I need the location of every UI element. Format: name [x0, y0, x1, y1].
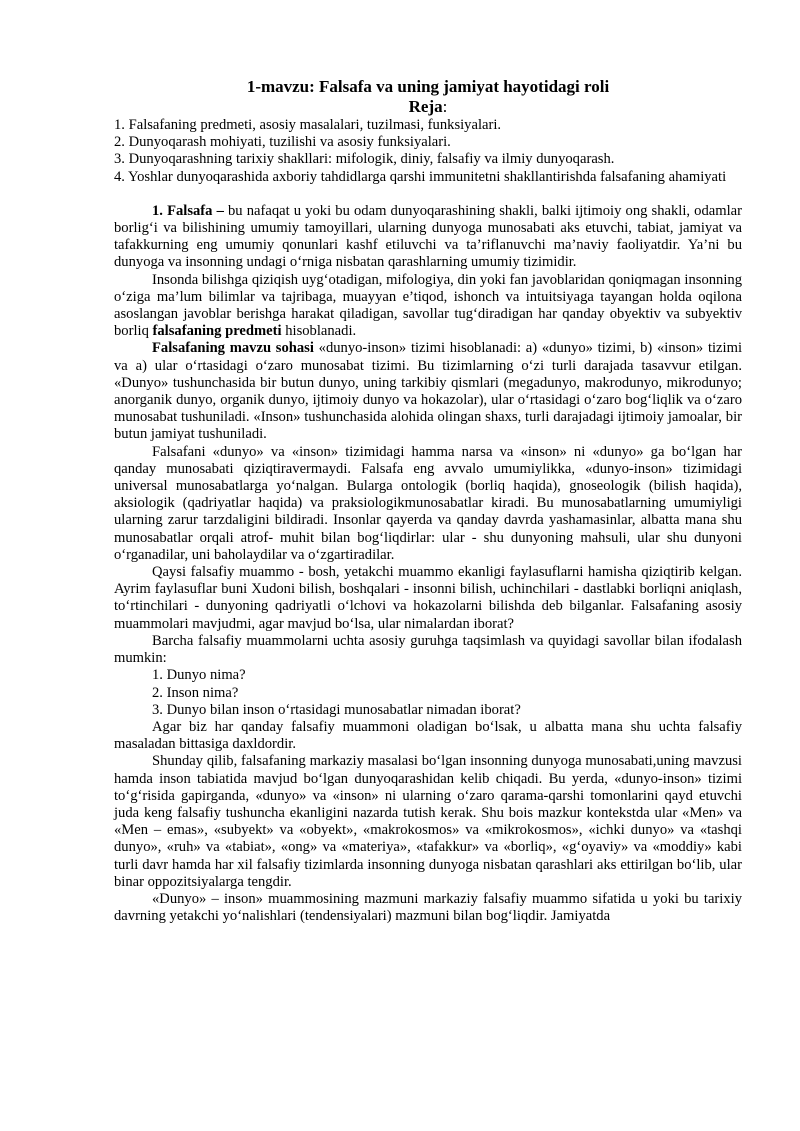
bold-term: falsafaning predmeti — [152, 323, 282, 340]
paragraph-subject — [114, 272, 742, 341]
paragraph-text-tail: hisoblanadi. — [281, 323, 357, 340]
paragraph-main-problem: Qaysi falsafiy muammo - bosh, yetakchi muammo ekanligi faylasuflarni hamisha qiziqtirib kelgan. Ayrim faylasuflar buni Xudoni bilish, boshqalari - insonni bilish, uchinchilari - dastlabki borliqni aniqlash, to‘rtinchilari - dunyoning qadriyatli o‘lchovi va hokazolarni bilishda deb bilganlar. Falsafaning asosiy muammolari mavjudmi, agar mavjud bo‘lsa, ular nimalardan iborat? — [114, 564, 742, 632]
plan-item: 4. Yoshlar dunyoqarashida axboriy tahdidlarga qarshi immunitetni shakllantirishda falsafaning ahamiyati — [114, 168, 727, 185]
paragraph-falsafa-definition — [114, 203, 742, 272]
plan-list — [114, 117, 742, 186]
plan-item: 3. Dunyoqarashning tarixiy shakllari: mifologik, diniy, falsafiy va ilmiy dunyoqarash. — [114, 151, 615, 168]
paragraph-groups: Barcha falsafiy muammolarni uchta asosiy guruhga taqsimlash va quyidagi savollar bilan ifodalash mumkin: — [114, 632, 742, 667]
paragraph-text: Insonda bilishga qiziqish uyg‘otadigan, mifologiya, din yoki fan javoblaridan qoniqmagan insonning o‘ziga ma’lum bilimlar va tajribaga, muayyan e’tiqod, ishonch va intuitsiyaga tayangan holda oqilona asoslangan javoblar berishga harakat qiladigan, savollar tug‘diradigan har qanday obyektiv va subyektiv borliq — [114, 271, 742, 340]
plan-item: 1. Falsafaning predmeti, asosiy masalalari, tuzilmasi, funksiyalari. — [114, 117, 502, 133]
plan-heading-label: Reja — [408, 97, 443, 116]
document-title: 1-mavzu: Falsafa va uning jamiyat hayotidagi roli — [246, 77, 610, 96]
paragraph-scope — [114, 340, 742, 443]
spacer — [114, 186, 742, 203]
paragraph-text: bu nafaqat u yoki bu odam dunyoqarashining shakli, balki ijtimoiy ong shakli, odamlar borlig‘i va bilishining umumiy tamoyillari, ularning dunyoga munosabati aks etuvchi, tabiat, jamiyat va tafakkurning eng umumiy qonunlari kashf etiluvchi va ta’riflanuvchi ma’naviy faoliyatdir. Ya’ni bu dunyoga va insonning undagi o‘rniga nisbatan qarashlarning umumiy tizimidir. — [114, 202, 742, 271]
question-item: 3. Dunyo bilan inson o‘rtasidagi munosabatlar nimadan iborat? — [152, 701, 521, 718]
question-item: 2. Inson nima? — [152, 684, 239, 701]
plan-heading — [114, 97, 742, 117]
document-page — [114, 77, 742, 925]
paragraph-central-question: Shunday qilib, falsafaning markaziy masalasi bo‘lgan insonning dunyoga munosabati,uning mavzusi hamda inson tabiatida mavjud bo‘lgan dunyoqarashidan kelib chiqadi. Bu yerda, «dunyo-inson» tizimi to‘g‘risida gapirganda, «dunyo» va «inson» ni ularning o‘zaro qarama-qarshi tomonlarini qayd etuvchi juda keng falsafiy tushuncha ekanligini nazarda tutish kerak. Shu bois mazkur kontekstda ular «Men» va «Men – emas», «subyekt» va «obyekt», «makrokosmos» va «mikrokosmos», «ichki dunyo» va «tashqi dunyo», «ruh» va «tabiat», «ong» va «materiya», «tafakkur» va «borliq», «g‘oyaviy» va «moddiy» kabi turli davr hamda har xil falsafiy tizimlarda insonning dunyoga nisbatan qarashlari aks ettirilgan bo‘lib, ular binar oppozitsiyalarga tengdir. — [114, 753, 742, 890]
paragraph-world-human: «Dunyo» – inson» muammosining mazmuni markaziy falsafiy muammo sifatida u yoki bu tarixiy davrning yetakchi yo‘nalishlari (tendensiyalari) mazmuni bilan bog‘liqdir. Jamiyatda — [114, 890, 742, 925]
bold-term: Falsafaning mavzu sohasi — [152, 340, 314, 357]
bold-term: 1. Falsafa – — [152, 202, 224, 219]
paragraph-relations: Falsafani «dunyo» va «inson» tizimidagi hamma narsa va «inson» ni «dunyo» ga bo‘lgan har qanday munosabati qiziqtiravermaydi. Falsafa eng avvalo umumiylikka, «dunyo-inson» tizimidagi universal munosabatlarga yo‘nalgan. Bularga ontologik (borliq haqida), gnoseologik (bilish haqida), aksiologik (qadriyatlar haqida) va praksiologikmunosabatlar kiradi. Bu munosabatlarning umumiyligi ularning zarur tarzdaligini bildiradi. Insonlar qayerda va qanday davrda yashamasinlar, albatta mana shu munosabatlar orqali atrof- muhit bilan bog‘liqdirlar: ular - shu dunyoning mahsuli, ular shu dunyoni o‘rganadilar, uni baholaydilar va o‘zgartiradilar. — [114, 443, 742, 563]
paragraph-text: «dunyo-inson» tizimi hisoblanadi: a) «dunyo» tizimi, b) «inson» tizimi va a) ular o‘rtasidagi o‘zaro munosabat tizimi. Bu tizimlarning o‘zi turli darajada tasavvur etilgan. «Dunyo» tushunchasida bir butun dunyo, uning tarkibiy qismlari (megadunyo, makrodunyo, mikrodunyo; anorganik dunyo, organik dunyo, ijtimoiy dunyo va hokazolar), ular o‘rtasidagi o‘zaro bog‘liqlik va o‘zaro munosabat tushuniladi. «Inson» tushunchasida alohida olingan shaxs, turli darajadagi ijtimoiy jamoalar, bir butun jamiyat tushuniladi. — [114, 340, 742, 443]
question-item: 1. Dunyo nima? — [152, 667, 246, 684]
plan-heading-colon: : — [442, 97, 448, 116]
plan-item: 2. Dunyoqarash mohiyati, tuzilishi va asosiy funksiyalari. — [114, 134, 451, 151]
paragraph-conclusion: Agar biz har qanday falsafiy muammoni oladigan bo‘lsak, u albatta mana shu uchta falsafiy masaladan bittasiga daxldordir. — [114, 718, 742, 753]
